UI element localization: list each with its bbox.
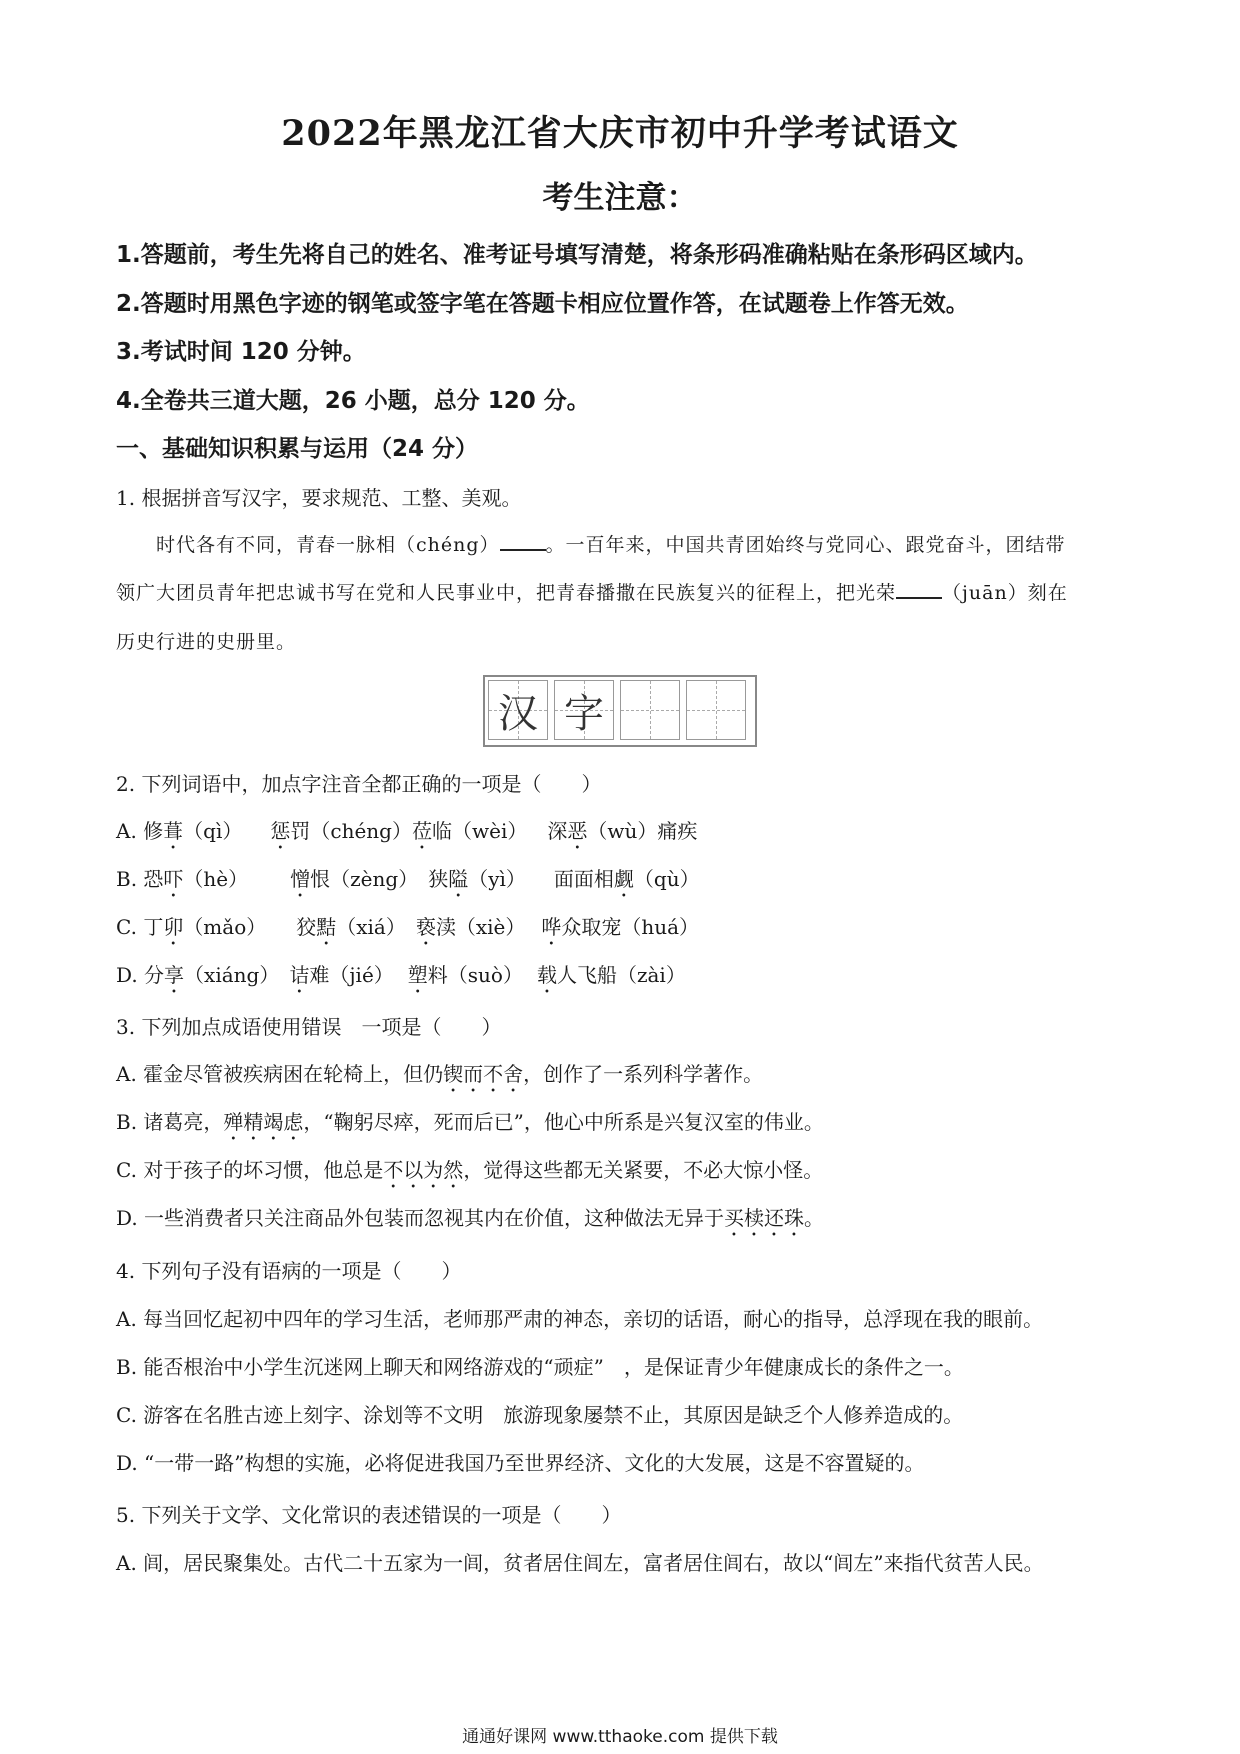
question-4-option-b: B. 能否根治中小学生沉迷网上聊天和网络游戏的“顽症” ，是保证青少年健康成长的条件之一。 — [116, 1355, 964, 1379]
question-3-option-d: D. 一些消费者只关注商品外包装而忽视其内在价值，这种做法无异于买椟还珠。 — [116, 1206, 825, 1230]
grid-cell — [686, 680, 746, 740]
passage-text: 领广大团员青年把忠诚书写在党和人民事业中，把青春播撒在民族复兴的征程上，把光荣 — [116, 582, 897, 604]
grid-cell: 汉 — [488, 680, 548, 740]
question-2-stem: 2. 下列词语中，加点字注音全都正确的一项是（ ） — [116, 772, 602, 796]
question-5-stem: 5. 下列关于文学、文化常识的表述错误的一项是（ ） — [116, 1503, 622, 1527]
question-1-passage-line: 历史行进的史册里。 — [116, 631, 297, 653]
question-2-option-a: A. 修葺（qì） 惩罚（chéng）莅临（wèi） 深恶（wù）痛疾 — [116, 819, 698, 843]
question-3-option-b: B. 诸葛亮，殚精竭虑，“鞠躬尽瘁，死而后已”，他心中所系是兴复汉室的伟业。 — [116, 1110, 824, 1134]
notice-item: 4.全卷共三道大题，26 小题，总分 120 分。 — [116, 388, 590, 414]
question-1-passage-line — [116, 578, 1068, 605]
question-1-stem: 1. 根据拼音写汉字，要求规范、工整、美观。 — [116, 486, 522, 510]
passage-text: 时代各有不同，青春一脉相（chéng） — [156, 534, 500, 556]
notice-item: 3.考试时间 120 分钟。 — [116, 339, 366, 365]
question-3-option-c: C. 对于孩子的坏习惯，他总是不以为然，觉得这些都无关紧要，不必大惊小怪。 — [116, 1158, 824, 1182]
exam-title: 2022年黑龙江省大庆市初中升学考试语文 — [281, 113, 959, 154]
notice-item: 1.答题前，考生先将自己的姓名、准考证号填写清楚，将条形码准确粘贴在条形码区域内。 — [116, 242, 1038, 268]
passage-text: （juān）刻在 — [942, 582, 1068, 604]
answer-blank-2[interactable] — [896, 579, 942, 599]
section-heading: 一、基础知识积累与运用（24 分） — [116, 436, 479, 462]
answer-blank-1[interactable] — [500, 531, 546, 551]
notice-item: 2.答题时用黑色字迹的钢笔或签字笔在答题卡相应位置作答，在试题卷上作答无效。 — [116, 291, 969, 317]
question-2-option-c: C. 丁卯（mǎo） 狡黠（xiá） 亵渎（xiè） 哗众取宠（huá） — [116, 915, 700, 939]
question-5-option-a: A. 闾，居民聚集处。古代二十五家为一闾，贫者居住闾左，富者居住闾右，故以“闾左”来指代贫苦人民。 — [116, 1551, 1044, 1575]
question-4-option-a: A. 每当回忆起初中四年的学习生活，老师那严肃的神态，亲切的话语，耐心的指导，总浮现在我的眼前。 — [116, 1307, 1044, 1331]
passage-text: 。一百年来，中国共青团始终与党同心、跟党奋斗，团结带 — [545, 534, 1066, 556]
question-4-option-d: D. “一带一路”构想的实施，必将促进我国乃至世界经济、文化的大发展，这是不容置疑的。 — [116, 1451, 925, 1475]
question-3-option-a: A. 霍金尽管被疾病困在轮椅上，但仍锲而不舍，创作了一系列科学著作。 — [116, 1062, 764, 1086]
question-4-stem: 4. 下列句子没有语病的一项是（ ） — [116, 1259, 462, 1283]
grid-cell — [620, 680, 680, 740]
notice-heading: 考生注意： — [542, 180, 698, 216]
question-1-passage-line — [156, 530, 1066, 557]
page-footer: 通通好课网 www.tthaoke.com 提供下载 — [462, 1727, 778, 1747]
question-3-stem: 3. 下列加点成语使用错误 一项是（ ） — [116, 1015, 502, 1039]
question-4-option-c: C. 游客在名胜古迹上刻字、涂划等不文明 旅游现象屡禁不止，其原因是缺乏个人修养造成的。 — [116, 1403, 964, 1427]
question-2-option-d: D. 分享（xiáng） 诘难（jié） 塑料（suò） 载人飞船（zài） — [116, 963, 686, 987]
grid-cell: 字 — [554, 680, 614, 740]
question-2-option-b: B. 恐吓（hè） 憎恨（zèng） 狭隘（yì） 面面相觑（qù） — [116, 867, 700, 891]
writing-grid — [483, 675, 757, 747]
